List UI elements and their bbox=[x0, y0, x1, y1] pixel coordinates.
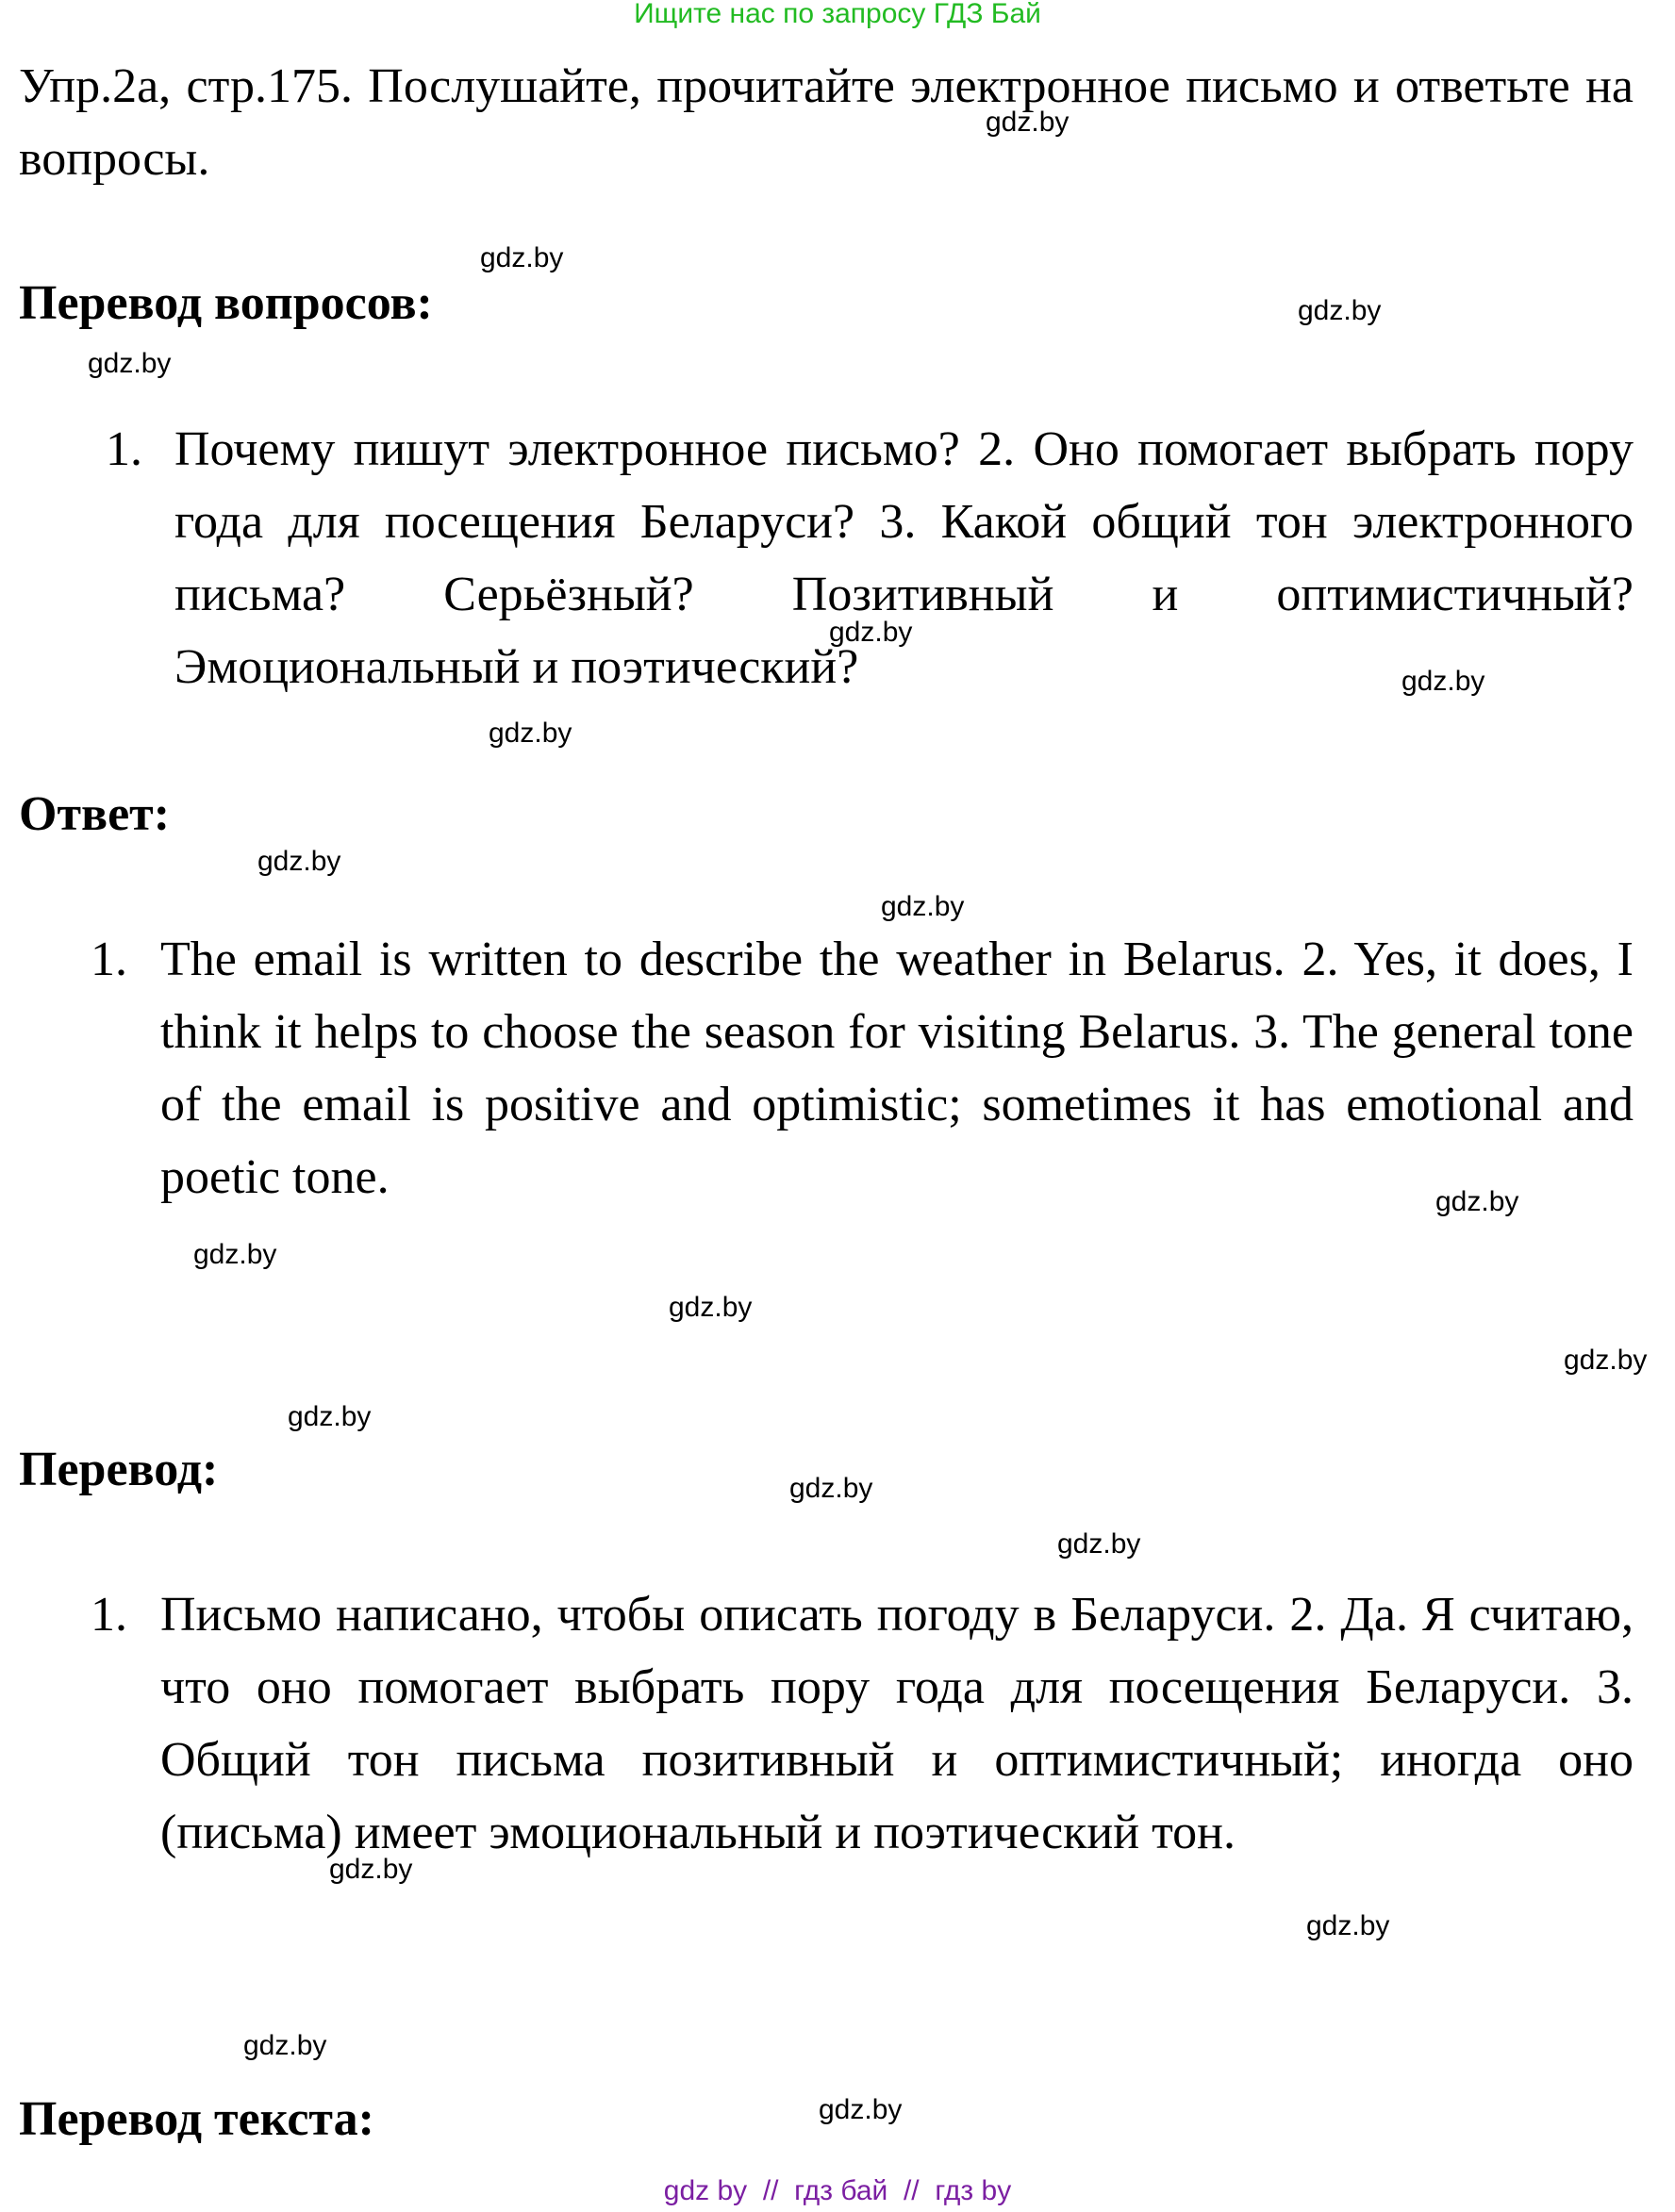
answer-text: The email is written to describe the weather in Belarus. 2. Yes, it does, I think it helps to choose the season for visiting Belarus. 3. The general tone of the email is positive and optimistic; sometimes it has emotional and poetic tone. bbox=[160, 933, 1634, 1204]
watermark: gdz.by bbox=[288, 1401, 372, 1432]
text-translation-heading: Перевод текста: bbox=[19, 2092, 374, 2146]
questions-text: Почему пишут электронное письмо? 2. Оно помогает выбрать пору года для посещения Беларуси? 3. Какой общий тон электронного письма? Серьёзный? Позитивный и оптимистичный? Эмоциональный и поэтический? bbox=[174, 422, 1634, 694]
watermark: gdz.by bbox=[193, 1239, 277, 1270]
watermark: gdz.by bbox=[986, 107, 1070, 138]
questions-item-number: 1. bbox=[106, 422, 142, 476]
questions-heading: Перевод вопросов: bbox=[19, 276, 433, 330]
watermark: gdz.by bbox=[329, 1854, 413, 1885]
answer-item-number: 1. bbox=[91, 933, 127, 986]
translation-heading: Перевод: bbox=[19, 1443, 219, 1496]
watermark: gdz.by bbox=[669, 1292, 753, 1323]
watermark: gdz.by bbox=[1057, 1528, 1141, 1560]
top-banner: Ищите нас по запросу ГДЗ Бай bbox=[634, 0, 1041, 29]
exercise-intro: Упр.2а, стр.175. Послушайте, прочитайте электронное письмо и ответьте на вопросы. bbox=[19, 59, 1634, 186]
watermark: gdz.by bbox=[1401, 666, 1485, 697]
watermark: gdz.by bbox=[789, 1473, 873, 1504]
watermark: gdz.by bbox=[88, 348, 172, 379]
answer-heading: Ответ: bbox=[19, 787, 171, 841]
footer-watermark: gdz by // гдз бай // гдз by bbox=[663, 2175, 1012, 2206]
watermark: gdz.by bbox=[881, 891, 965, 922]
watermark: gdz.by bbox=[1298, 295, 1382, 326]
watermark: gdz.by bbox=[1306, 1910, 1390, 1941]
watermark: gdz.by bbox=[1435, 1186, 1519, 1217]
watermark: gdz.by bbox=[489, 718, 572, 749]
translation-item-number: 1. bbox=[91, 1588, 127, 1642]
translation-text: Письмо написано, чтобы описать погоду в Беларуси. 2. Да. Я считаю, что оно помогает выбрать пору года для посещения Беларуси. 3. Общий тон письма позитивный и оптимистичный; иногда оно (письма) имеет эмоциональный и поэтический тон. bbox=[160, 1588, 1634, 1859]
watermark: gdz.by bbox=[480, 242, 564, 273]
watermark: gdz.by bbox=[1564, 1345, 1648, 1376]
watermark: gdz.by bbox=[819, 2094, 903, 2125]
watermark: gdz.by bbox=[243, 2030, 327, 2061]
watermark: gdz.by bbox=[829, 617, 913, 648]
watermark: gdz.by bbox=[257, 846, 341, 877]
